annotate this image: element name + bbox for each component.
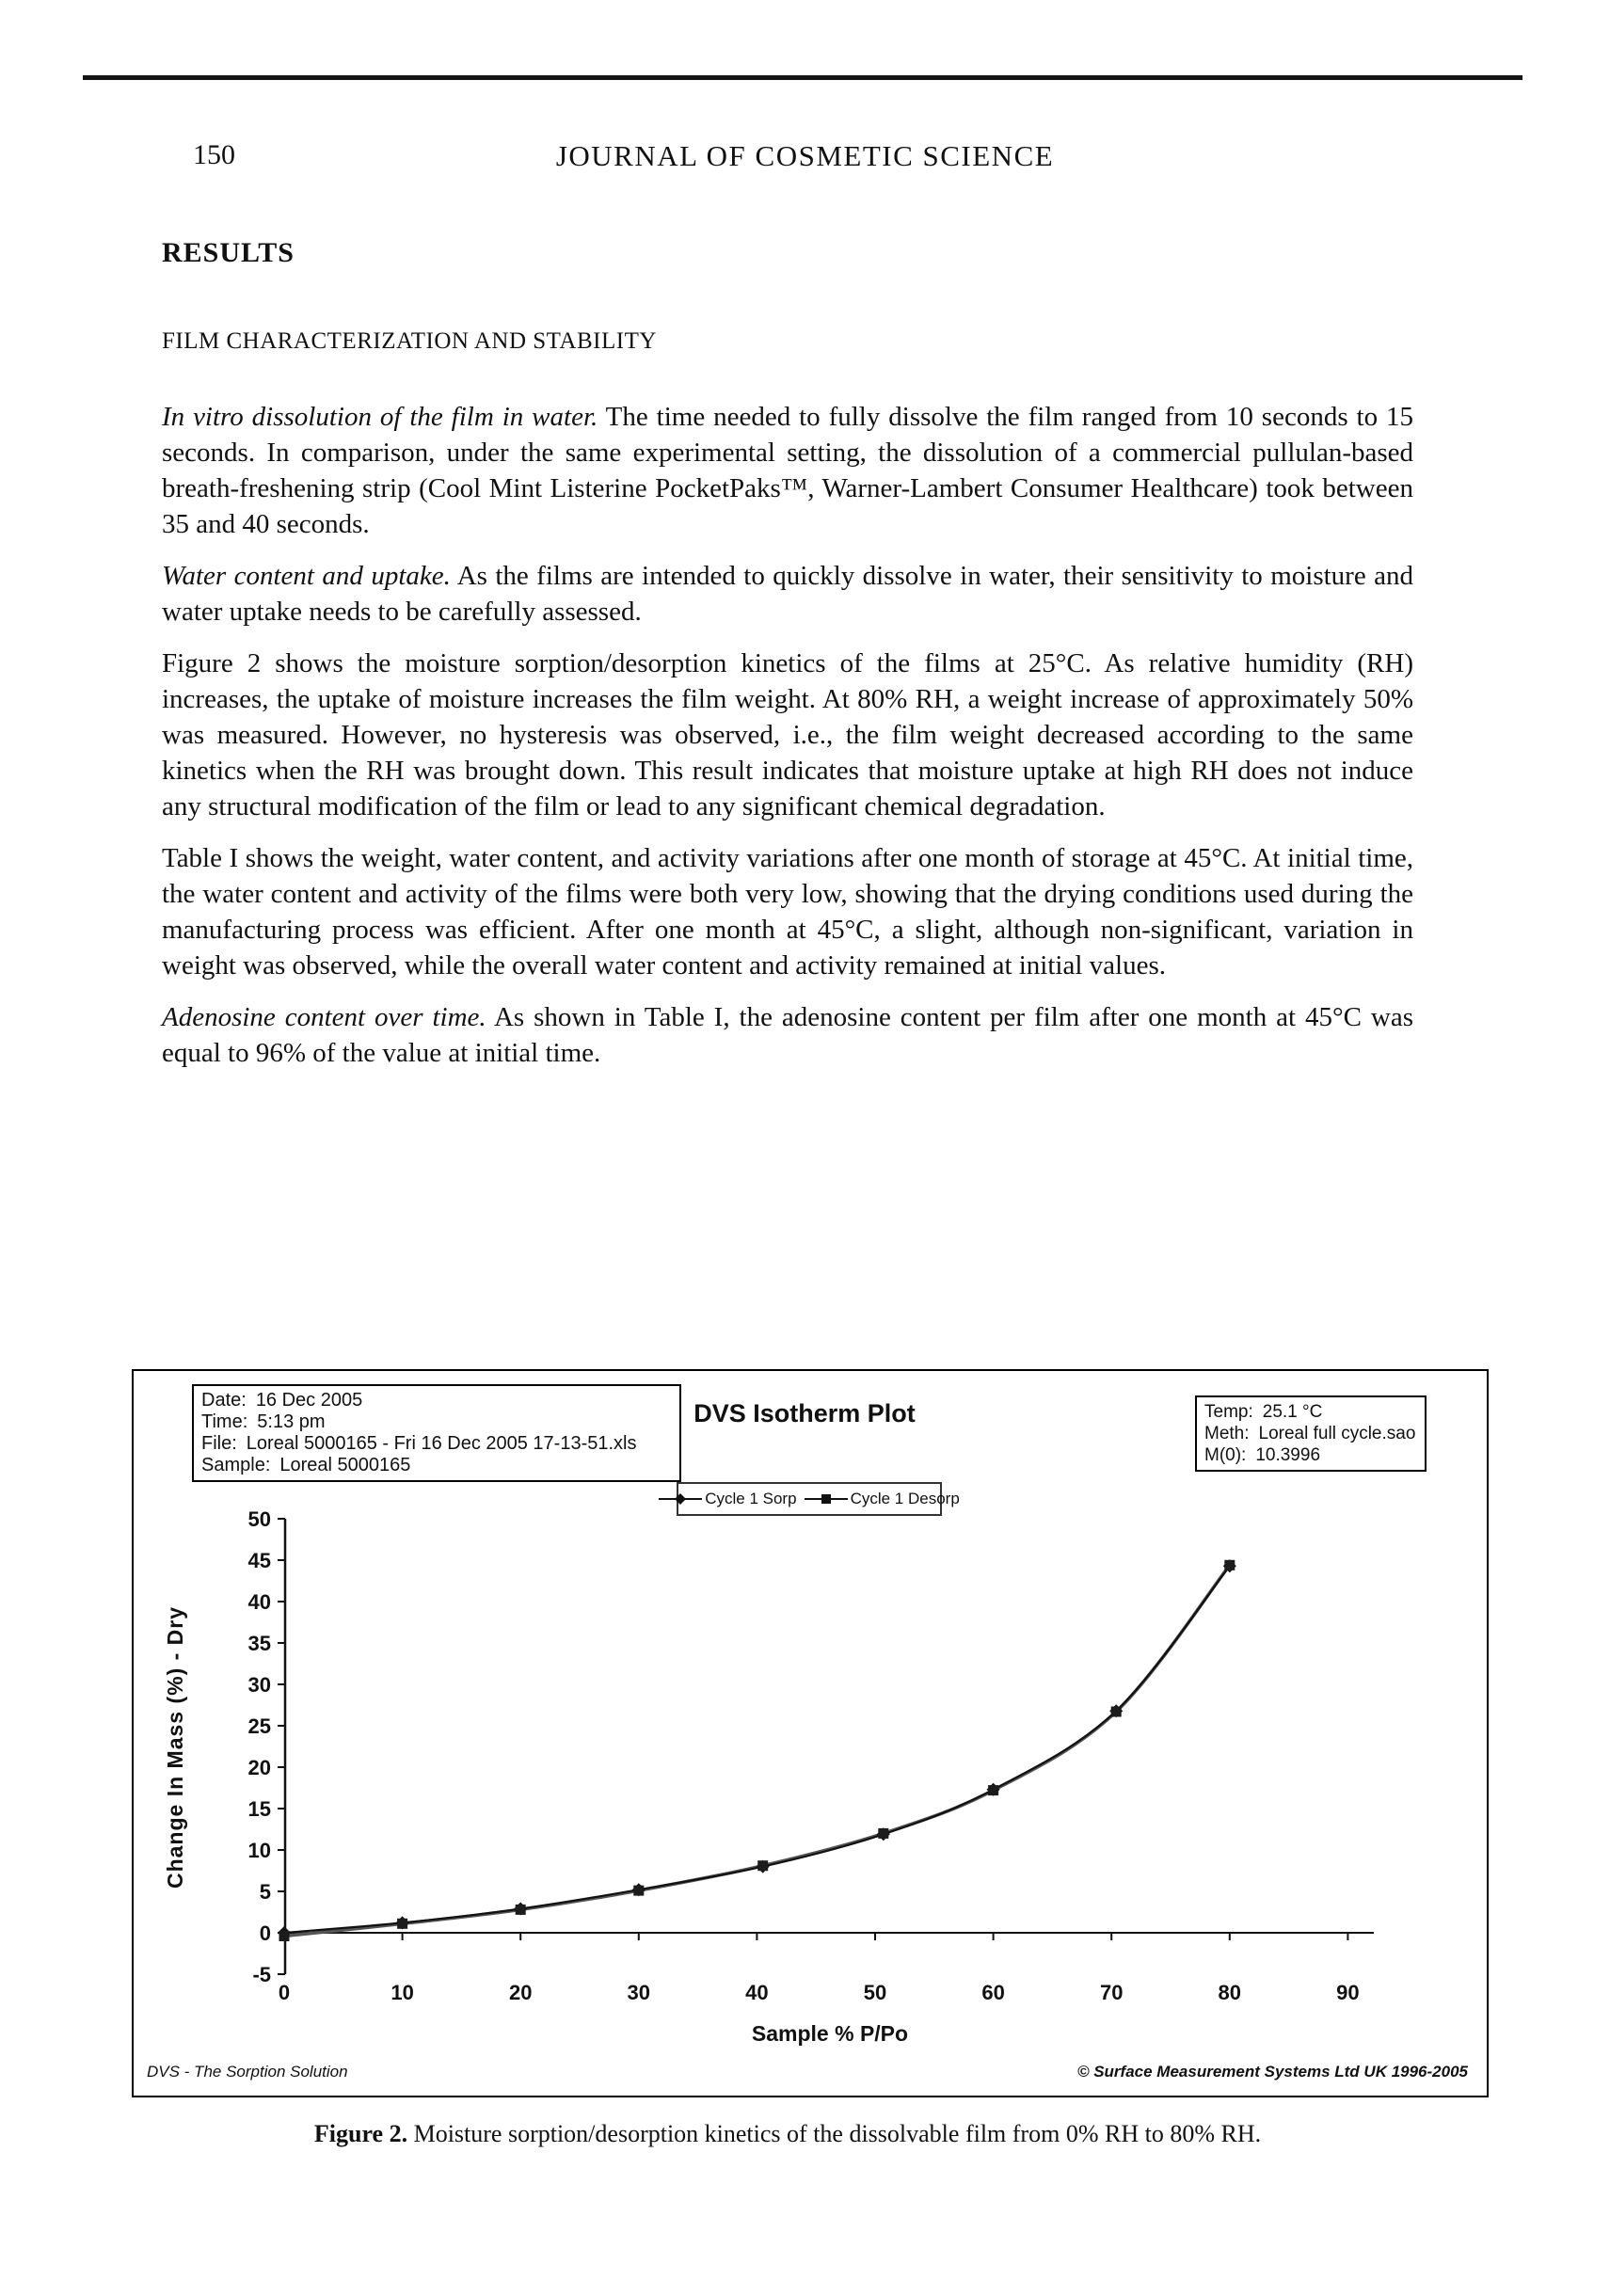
y-tick-label: 10 [247, 1839, 271, 1862]
info-value: Loreal 5000165 [279, 1455, 411, 1475]
y-tick-label: 30 [247, 1673, 271, 1697]
desorp-marker [397, 1919, 407, 1929]
info-row-sample [201, 1455, 672, 1476]
y-tick-label: 50 [247, 1507, 271, 1531]
info-label: Meth: [1204, 1424, 1250, 1443]
y-tick-label: 20 [247, 1756, 271, 1779]
info-value: Loreal full cycle.sao [1258, 1424, 1416, 1443]
info-value: 5:13 pm [257, 1411, 326, 1432]
sorp-line-marker-icon [659, 1492, 702, 1506]
info-label: M(0): [1204, 1445, 1247, 1465]
figure-caption-label: Figure 2. [313, 2120, 408, 2147]
paragraph-text: As the films are intended to quickly dissolve in water, their sensitivity to moisture and water uptake needs to be carefully assessed. [162, 561, 1413, 627]
desorp-marker [516, 1905, 526, 1915]
x-tick-label: 50 [863, 1981, 887, 2004]
paragraph-text: Table I shows the weight, water content, and activity variations after one month of storage at 45°C. At initial time, the water content and activity of the films were both very low, showing that the drying conditions used during the manufacturing process was efficient. After one month at 45°C, a slight, although non-significant, variation in weight was observed, while the overall water content and activity remained at initial values. [162, 843, 1413, 981]
chart-title: DVS Isotherm Plot [693, 1399, 916, 1427]
y-tick-label: 40 [247, 1590, 271, 1614]
y-tick-label: -5 [252, 1963, 271, 1986]
info-value: Loreal 5000165 - Fri 16 Dec 2005 17-13-51.xls [246, 1433, 637, 1454]
y-tick-label: 5 [259, 1880, 271, 1904]
figure-2-chart [132, 1369, 1489, 2097]
journal-header: JOURNAL OF COSMETIC SCIENCE [555, 139, 1055, 172]
desorp-marker [1111, 1707, 1122, 1717]
section-heading: RESULTS [162, 237, 295, 268]
info-row-method [1204, 1423, 1417, 1444]
chart-footer-copyright: © Surface Measurement Systems Ltd UK 1996-2005 [1076, 2063, 1468, 2081]
chart-footer-brand: DVS - The Sorption Solution [147, 2063, 348, 2081]
desorp-marker [878, 1828, 888, 1839]
body-column [162, 399, 1413, 1087]
info-label: Date: [201, 1390, 247, 1411]
chart-info-box-right [1195, 1395, 1427, 1472]
x-tick-label: 0 [278, 1981, 291, 2004]
legend-item-sorp [659, 1490, 796, 1508]
scan-artifact-line [83, 75, 1522, 80]
series-line-desorp [284, 1565, 1230, 1936]
desorp-marker [757, 1860, 768, 1871]
page-number: 150 [193, 139, 235, 170]
paragraph-adenosine [162, 999, 1413, 1071]
y-tick-label: 45 [247, 1549, 271, 1572]
info-value: 16 Dec 2005 [255, 1390, 363, 1411]
y-tick-label: 15 [247, 1797, 271, 1821]
x-tick-label: 10 [391, 1981, 414, 2004]
desorp-line-marker-icon [805, 1492, 848, 1506]
x-tick-label: 90 [1336, 1981, 1360, 2004]
paragraph-water-content [162, 558, 1413, 630]
figure-caption-text: Moisture sorption/desorption kinetics of the dissolvable film from 0% RH to 80% RH. [407, 2120, 1262, 2147]
legend-label-desorp: Cycle 1 Desorp [850, 1490, 960, 1507]
chart-legend [677, 1482, 960, 1516]
paragraph-text: Figure 2 shows the moisture sorption/desorption kinetics of the films at 25°C. As relative humidity (RH) increases, the uptake of moisture increases the film weight. At 80% RH, a weight increase of approximately 50% was measured. However, no hysteresis was observed, i.e., the film weight decreased according to the same kinetics when the RH was brought down. This result indicates that moisture uptake at high RH does not induce any structural modification of the film or lead to any significant chemical degradation. [162, 648, 1413, 821]
y-axis-title: Change In Mass (%) - Dry [163, 1605, 187, 1889]
x-axis-title: Sample % P/Po [751, 2021, 909, 2046]
paragraph-table1 [162, 840, 1413, 983]
info-row-date [201, 1390, 672, 1411]
info-value: 10.3996 [1255, 1445, 1321, 1465]
info-label: File: [201, 1433, 237, 1454]
paragraph-figure2 [162, 646, 1413, 824]
info-value: 25.1 °C [1262, 1402, 1323, 1422]
paragraph-dissolution [162, 399, 1413, 542]
desorp-marker [279, 1931, 290, 1941]
x-tick-label: 70 [1099, 1981, 1124, 2004]
desorp-marker [1224, 1560, 1235, 1571]
chart-info-box-left [192, 1384, 681, 1482]
info-row-file [201, 1433, 672, 1455]
x-tick-label: 20 [508, 1981, 533, 2004]
y-tick-label: 25 [247, 1714, 271, 1738]
paragraph-lead: Adenosine content over time. [162, 1002, 486, 1032]
y-tick-label: 35 [247, 1632, 271, 1655]
x-tick-label: 80 [1218, 1981, 1242, 2004]
info-label: Sample: [201, 1455, 271, 1475]
info-label: Temp: [1204, 1402, 1253, 1422]
info-row-temp [1204, 1401, 1417, 1423]
paragraph-text: The time needed to fully dissolve the film ranged from 10 seconds to 15 seconds. In comparison, under the same experimental setting, the dissolution of a commercial pullulan-based breath-freshening strip (Cool Mint Listerine PocketPaks™, Warner-Lambert Consumer Healthcare) took between 35 and 40 seconds. [162, 402, 1413, 539]
legend-item-desorp [805, 1490, 960, 1508]
legend-label-sorp: Cycle 1 Sorp [705, 1490, 797, 1507]
figure-caption [162, 2120, 1413, 2148]
desorp-marker [633, 1886, 644, 1896]
paragraph-lead: Water content and uptake. [162, 561, 451, 591]
x-tick-label: 60 [981, 1981, 1005, 2004]
paragraph-lead: In vitro dissolution of the film in water. [162, 402, 598, 432]
desorp-marker [988, 1785, 998, 1795]
y-tick-label: 0 [259, 1921, 271, 1945]
info-label: Time: [201, 1411, 248, 1432]
info-row-m0 [1204, 1444, 1417, 1466]
series-line-sorp [284, 1566, 1230, 1933]
paragraph-text: As shown in Table I, the adenosine content per film after one month at 45°C was equal to 96% of the value at initial time. [162, 1002, 1413, 1068]
x-tick-label: 30 [627, 1981, 651, 2004]
subsection-heading: FILM CHARACTERIZATION AND STABILITY [162, 328, 657, 354]
info-row-time [201, 1411, 672, 1433]
x-tick-label: 40 [745, 1981, 769, 2004]
